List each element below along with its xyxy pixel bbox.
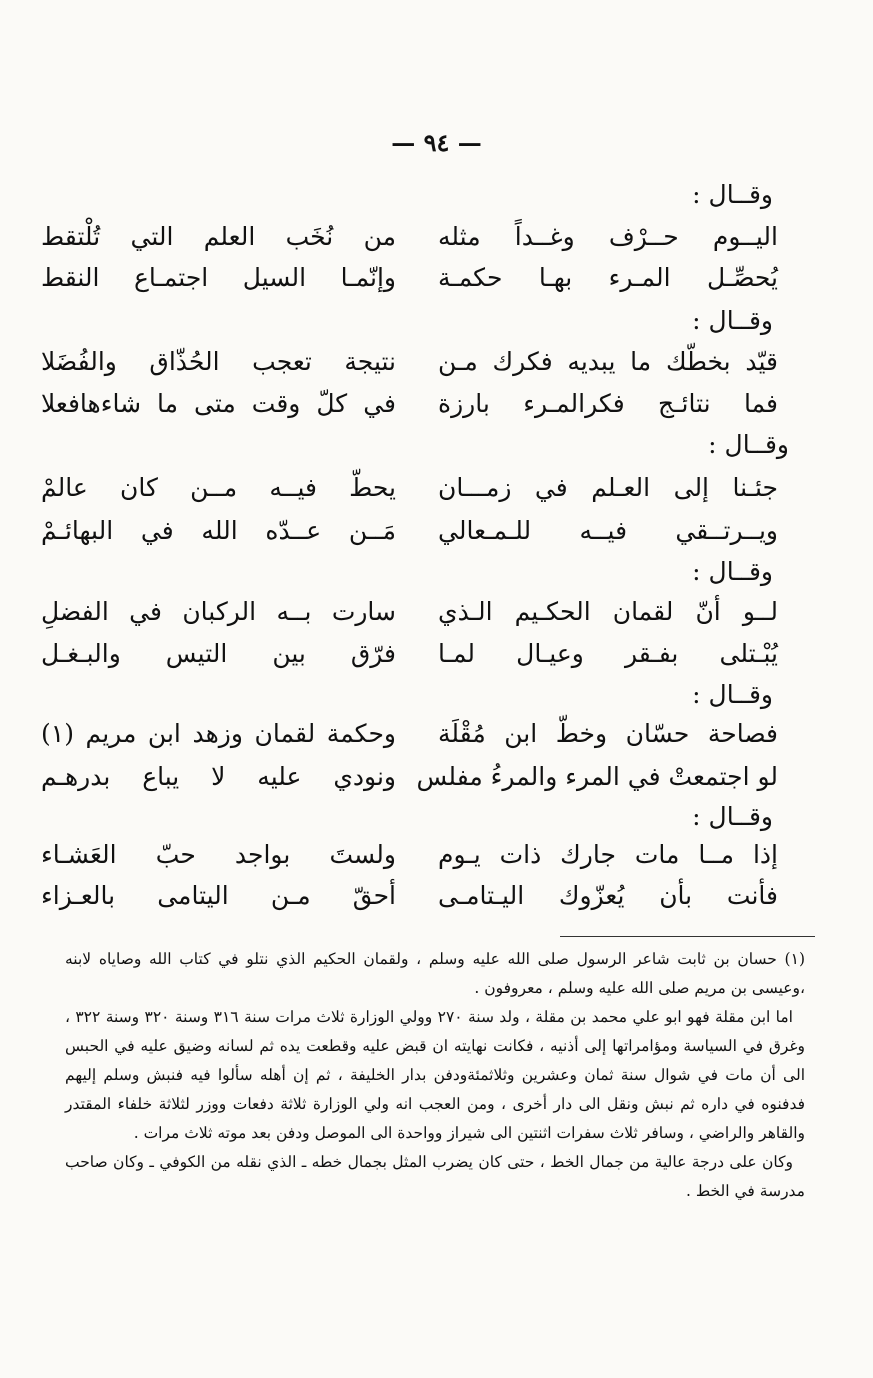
- hemistich-first: يُحصِّـل المـرء بهـا حكمـة: [438, 263, 778, 292]
- verse-intro: وقــال :: [692, 557, 773, 586]
- hemistich-first: جئـنا إلى العـلم في زمـــان: [438, 473, 778, 502]
- hemistich-first: فما نتائـج فكرالمـرء بارزة: [438, 389, 778, 418]
- footnote-paragraph: وكان على درجة عالية من جمال الخط ، حتى كان يضرب المثل بجمال خطه ـ الذي نقله من الكوفي ـ وكان صاحب مدرسة في الخط .: [65, 1153, 805, 1200]
- hemistich-second: فرّق بين التيس والبـغـل: [41, 639, 396, 668]
- hemistich-first: فصاحة حسّان وخطّ ابن مُقْلَة: [438, 719, 778, 748]
- verse-intro: وقــال :: [692, 306, 773, 335]
- verse-intro: وقــال :: [708, 430, 789, 459]
- hemistich-first: اليــوم حــرْف وغــداً مثله: [438, 222, 778, 251]
- hemistich-first: إذا مــا مات جارك ذات يـوم: [438, 840, 778, 869]
- hemistich-second: أحقّ مـن اليتامى بالعـزاء: [41, 881, 396, 910]
- hemistich-second: يحطّ فيــه مــن كان عالمْ: [41, 473, 396, 502]
- hemistich-first: فأنت بأن يُعزّوك اليـتامـى: [438, 881, 778, 910]
- hemistich-second: مَــن عــدّه الله في البهائـمْ: [41, 516, 396, 545]
- hemistich-second: ونودي عليه لا يباع بدرهـم: [41, 762, 396, 791]
- verse-intro: وقــال :: [692, 680, 773, 709]
- footnote-separator: [560, 936, 815, 937]
- verse-intro: وقــال :: [692, 180, 773, 209]
- hemistich-second: في كلّ وقت متى ما شاءهافعلا: [41, 389, 396, 418]
- page-number: — ٩٤ —: [391, 128, 482, 157]
- hemistich-second: ولستَ بواجد حبّ العَشـاء: [41, 840, 396, 869]
- hemistich-second: وإنّمـا السيل اجتمـاع النقط: [41, 263, 396, 292]
- hemistich-first: قيّد بخطّك ما يبديه فكرك مـن: [438, 347, 778, 376]
- hemistich-first: لــو أنّ لقمان الحكـيم الـذي: [438, 597, 778, 626]
- footnote-paragraph: اما ابن مقلة فهو ابو علي محمد بن مقلة ، ولد سنة ٢٧٠ وولي الوزارة ثلاث مرات سنة ٣١٦ وسنة ٣٢٠ وسنة ٣٢٢ ، وغرق في السياسة ومؤامراتها إلى أذنيه ، فكانت نهايته ان قبض عليه وقطعت يده ثم لسانه وضيق عليه في الحبس الى أن مات في شوال سنة ثمان وعشرين وثلاثمئةودفن بدار الخليفة ، ثم إن أهله سألوا فيه فنبش وسلم إليهم فدفنوه في داره ثم نبش ونقل الى دار أخرى ، ومن العجب انه ولي الوزارة ثلاثة دفعات ووزر لثلاثة خلفاء المقتدر والقاهر والراضي ، وسافر ثلاث سفرات اثنتين الى شيراز وواحدة الى الموصل ودفن بعد موته ثلاث مرات .: [65, 1008, 805, 1142]
- footnotes: [65, 945, 805, 1206]
- hemistich-first: يُبْـتلى بفـقر وعيـال لمـا: [438, 639, 778, 668]
- hemistich-second: من نُخَب العلم التي تُلْتقط: [41, 222, 396, 251]
- verse-intro: وقــال :: [692, 802, 773, 831]
- footnote-paragraph: (١) حسان بن ثابت شاعر الرسول صلى الله عليه وسلم ، ولقمان الحكيم الذي نتلو في كتاب الله وصاياه لابنه ،وعيسى بن مريم صلى الله عليه وسلم ، معروفون .: [65, 950, 805, 997]
- hemistich-second: سارت بــه الركبان في الفضلِ: [41, 597, 396, 626]
- hemistich-second: نتيجة تعجب الحُذّاق والفُضَلا: [41, 347, 396, 376]
- hemistich-second: وحكمة لقمان وزهد ابن مريم (١): [41, 719, 396, 748]
- hemistich-first: لو اجتمعتْ في المرء والمرءُ مفلس: [416, 762, 778, 791]
- hemistich-first: ويــرتــقي فيــه للـمـعالي: [438, 516, 778, 545]
